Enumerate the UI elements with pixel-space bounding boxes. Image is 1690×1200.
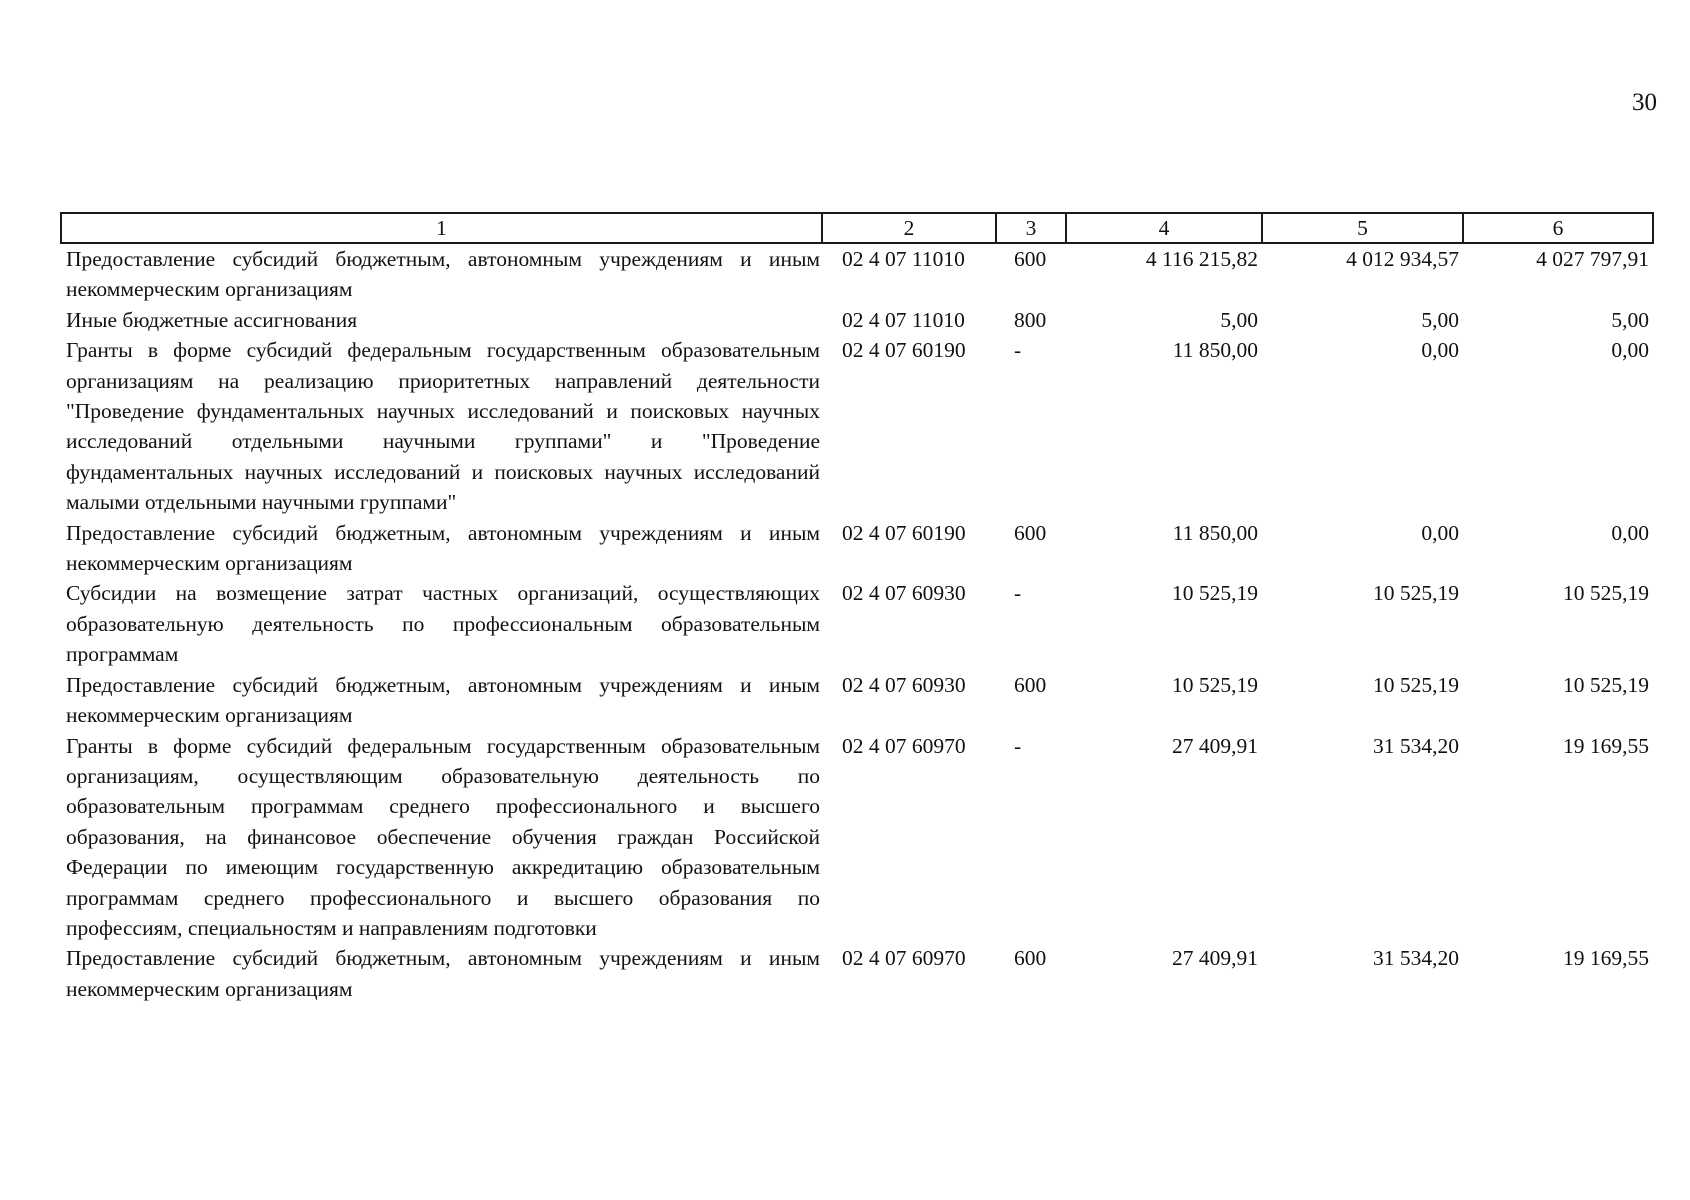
row-name: Предоставление субсидий бюджетным, автономным учреждениям и иным некоммерческим организациям [66,247,820,302]
header-row [61,213,1653,243]
header-cell-1: 1 [61,213,822,243]
row-value-year1: 10 525,19 [1172,672,1258,697]
row-value-year3: 19 169,55 [1563,733,1649,758]
row-value-year1: 27 409,91 [1172,733,1258,758]
table-header [61,213,1653,243]
row-value-year1: 4 116 215,82 [1145,247,1258,271]
row-name: Предоставление субсидий бюджетным, автономным учреждениям и иным некоммерческим организациям [66,672,820,728]
row-name: Иные бюджетные ассигнования [66,307,358,332]
row-value-year2: 5,00 [1421,307,1459,332]
row-code: 02 4 07 60190 [842,520,966,545]
table-row [61,670,1653,731]
header-cell-2: 2 [822,213,996,243]
row-name: Гранты в форме субсидий федеральным государственным образовательным организациям, осуществляющим образовательную деятельность по образовательным программам среднего профессионального и высшего образования, на финансовое обеспечение обучения граждан Российской Федерации по имеющим государственную аккредитацию образовательным программам среднего профессионального и высшего образования по профессиям, специальностям и направлениям подготовки [66,733,820,940]
row-code: 02 4 07 60930 [842,672,966,697]
row-value-year3: 0,00 [1611,338,1649,363]
row-expense-type: 600 [1014,520,1047,545]
row-expense-type: - [1014,338,1022,363]
row-code: 02 4 07 11010 [842,307,965,332]
row-name: Предоставление субсидий бюджетным, автономным учреждениям и иным некоммерческим организациям [66,520,820,576]
row-value-year2: 31 534,20 [1373,733,1459,758]
row-expense-type: 800 [1014,307,1047,332]
header-cell-6: 6 [1463,213,1653,243]
header-cell-3: 3 [996,213,1066,243]
table-row [61,243,1653,305]
row-code: 02 4 07 60190 [842,338,966,363]
page-number: 30 [1632,89,1657,116]
table-row [61,335,1653,517]
row-code: 02 4 07 60930 [842,581,966,606]
row-code: 02 4 07 11010 [842,247,965,271]
row-value-year2: 10 525,19 [1373,672,1459,697]
row-expense-type: - [1014,733,1022,758]
row-value-year3: 10 525,19 [1563,581,1649,606]
row-value-year1: 27 409,91 [1172,946,1258,971]
table-row [61,943,1653,1004]
row-value-year1: 5,00 [1220,307,1258,332]
row-value-year2: 0,00 [1421,520,1459,545]
row-value-year1: 10 525,19 [1172,581,1258,606]
table-row [61,731,1653,944]
row-value-year1: 11 850,00 [1172,520,1258,545]
row-value-year3: 4 027 797,91 [1536,247,1649,271]
row-value-year1: 11 850,00 [1172,338,1258,363]
row-expense-type: 600 [1014,672,1047,697]
row-code: 02 4 07 60970 [842,733,966,758]
row-expense-type: 600 [1014,247,1047,271]
row-value-year2: 4 012 934,57 [1346,247,1459,271]
table-row [61,578,1653,669]
budget-table [60,212,1654,1004]
row-value-year2: 10 525,19 [1373,581,1459,606]
row-value-year3: 10 525,19 [1563,672,1649,697]
row-expense-type: 600 [1014,946,1047,971]
row-value-year2: 31 534,20 [1373,946,1459,971]
table-body [61,243,1653,1004]
row-value-year3: 19 169,55 [1563,946,1649,971]
row-value-year3: 0,00 [1611,520,1649,545]
row-value-year3: 5,00 [1611,307,1649,332]
row-value-year2: 0,00 [1421,338,1459,363]
row-name: Гранты в форме субсидий федеральным государственным образовательным организациям на реализацию приоритетных направлений деятельности "Проведение фундаментальных научных исследований и поисковых научных исследований отдельными научными группами" и "Проведение фундаментальных научных исследований и поисковых научных исследований малыми отдельными научными группами" [66,338,820,515]
table-row [61,305,1653,335]
header-cell-4: 4 [1066,213,1262,243]
table-row [61,518,1653,579]
row-expense-type: - [1014,581,1022,606]
row-name: Субсидии на возмещение затрат частных организаций, осуществляющих образовательную деятельность по профессиональным образовательным программам [66,581,820,667]
header-cell-5: 5 [1262,213,1463,243]
row-name: Предоставление субсидий бюджетным, автономным учреждениям и иным некоммерческим организациям [66,946,820,1001]
row-code: 02 4 07 60970 [842,946,966,971]
